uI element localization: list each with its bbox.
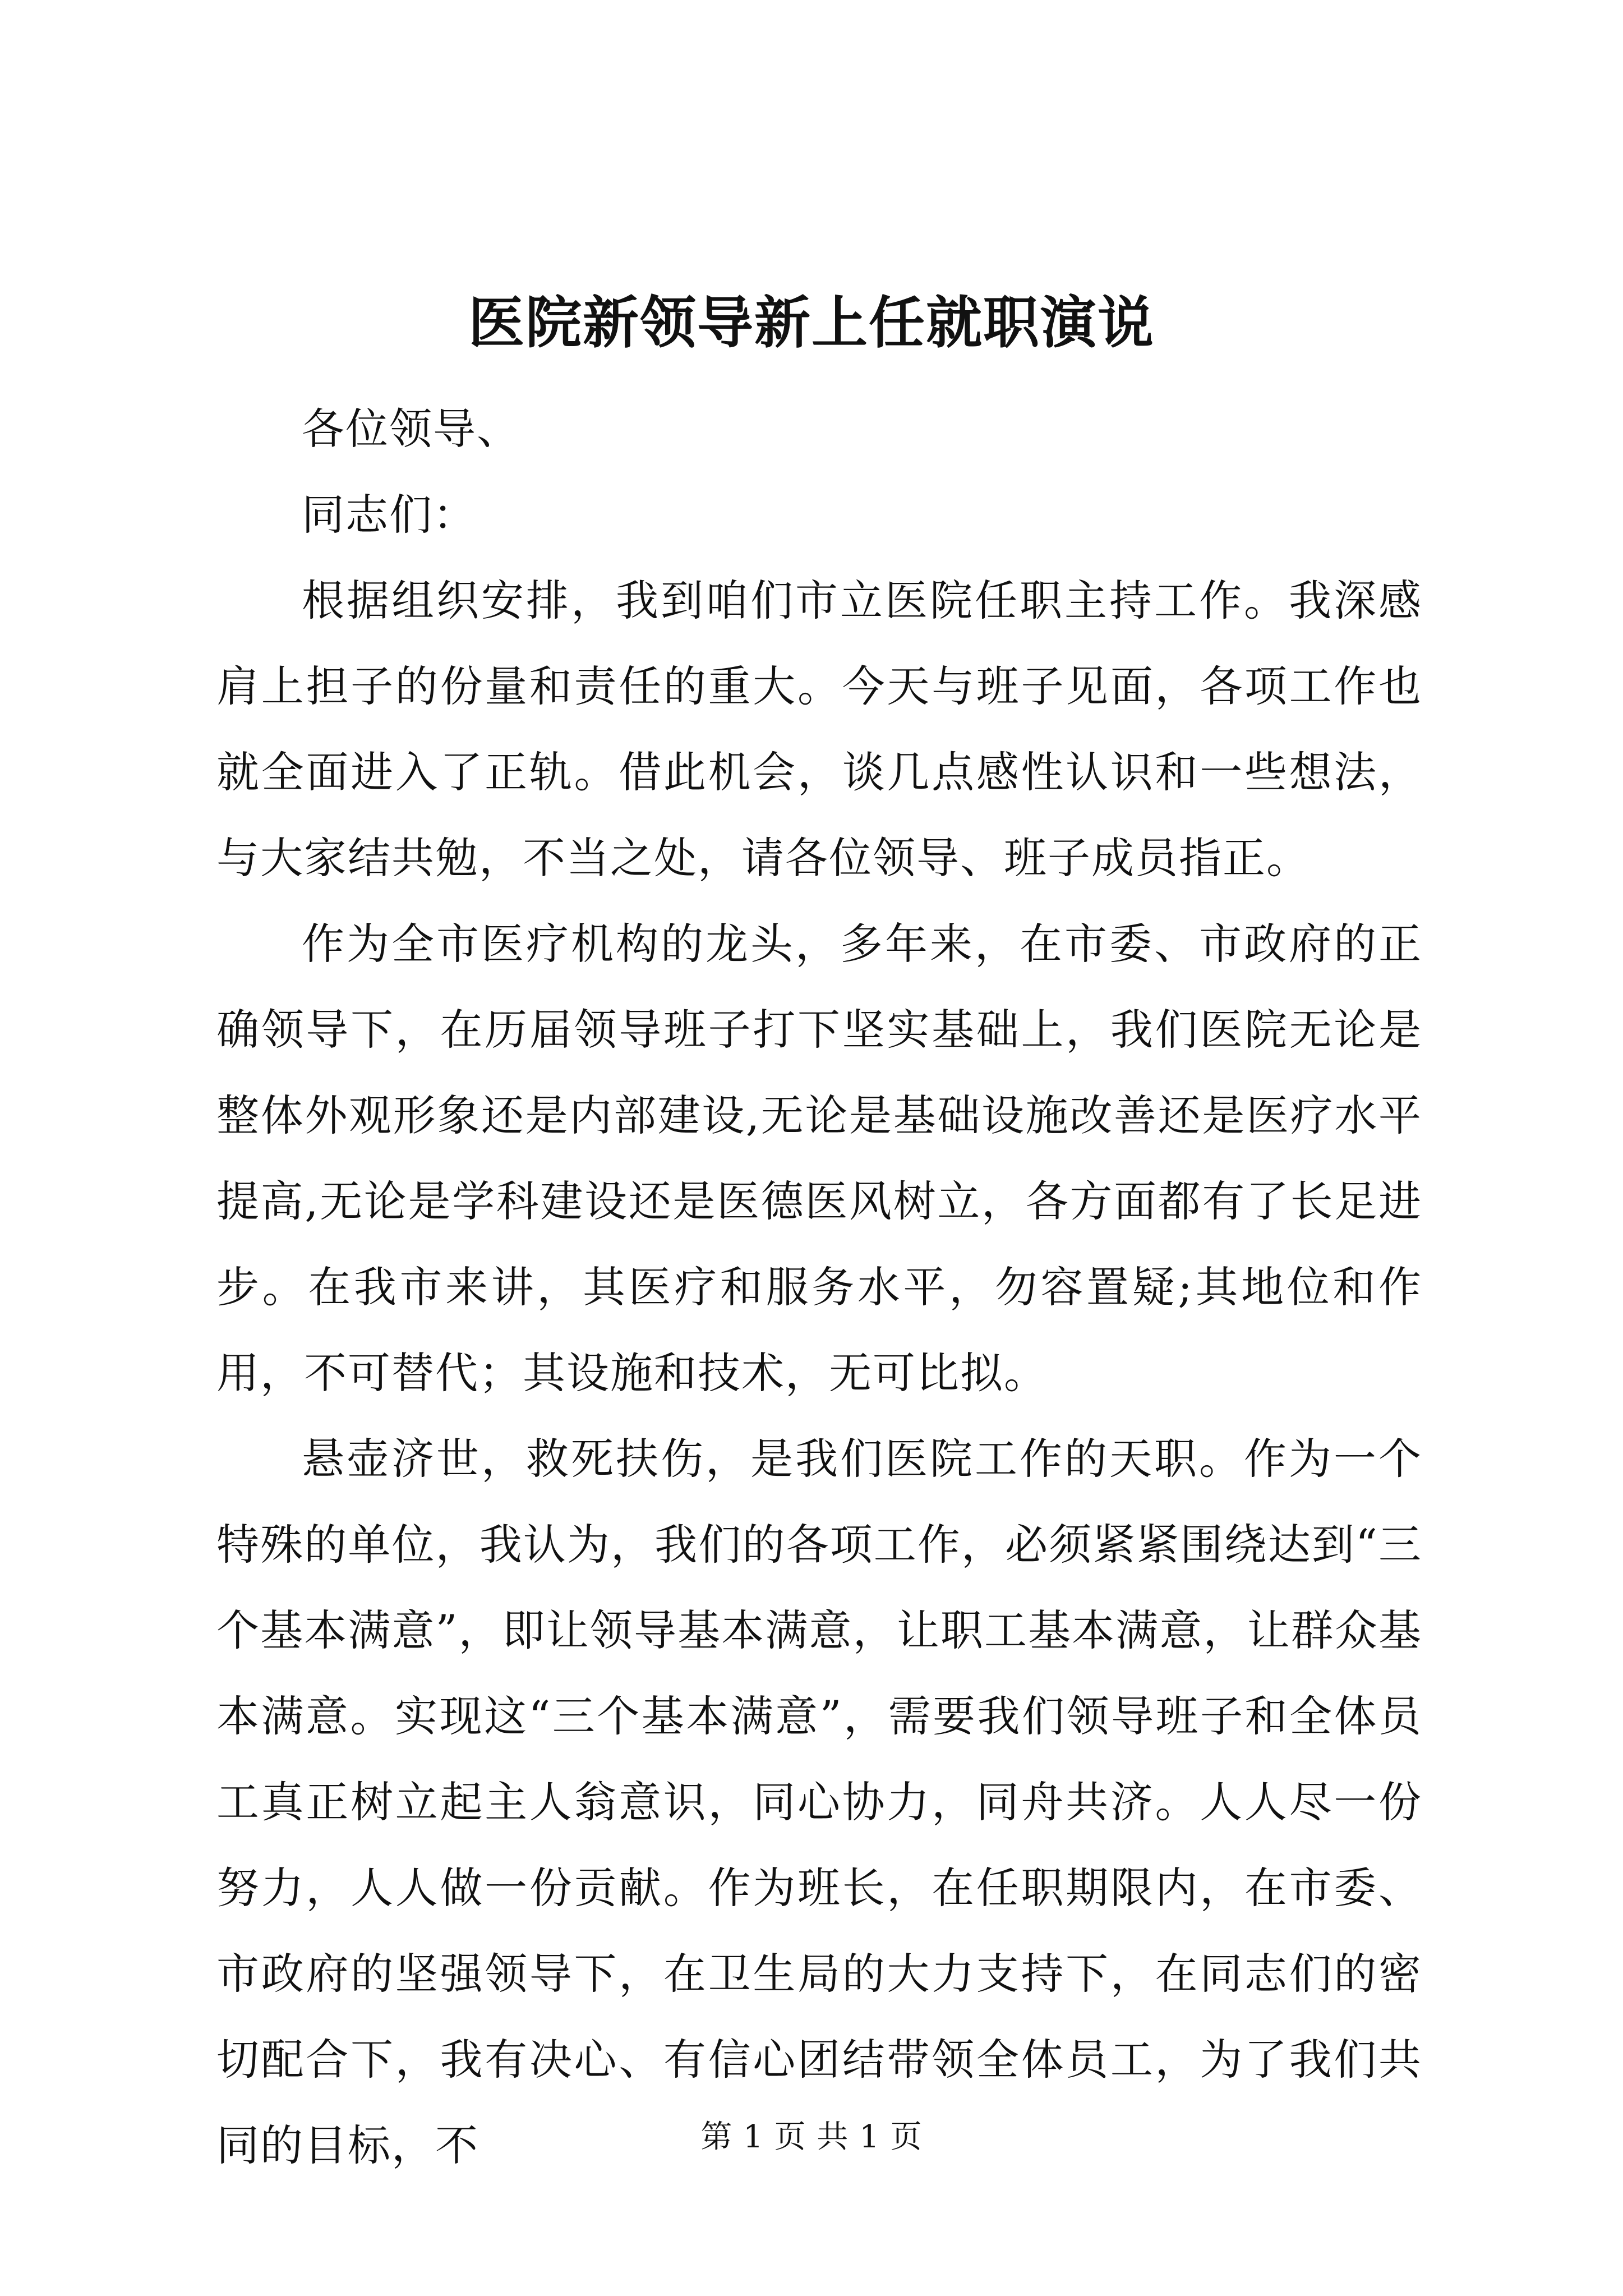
page-footer: 第 1 页 共 1 页	[700, 2119, 923, 2155]
salutation-line: 同志们：	[302, 490, 477, 540]
document-title: 医院新领导新上任就职演说	[468, 289, 1155, 356]
salutation-line: 各位领导、	[302, 404, 520, 454]
body-paragraph: 悬壶济世，救死扶伤，是我们医院工作的天职。作为一个特殊的单位，我认为，我们的各项工作，必须紧紧围绕达到“三个基本满意”，即让领导基本满意，让职工基本满意，让群众基本满意。实现这“三个基本满意”，需要我们领导班子和全体员工真正树立起主人翁意识，同心协力，同舟共济。人人尽一份努力，人人做一份贡献。作为班长，在任职期限内，在市委、市政府的坚强领导下，在卫生局的大力支持下，在同志们的密切配合下，我有决心、有信心团结带领全体员工，为了我们共同的目标，不	[216, 1434, 1422, 2170]
document-body	[216, 386, 1422, 2188]
body-paragraph: 根据组织安排，我到咱们市立医院任职主持工作。我深感肩上担子的份量和责任的重大。今天与班子见面，各项工作也就全面进入了正轨。借此机会，谈几点感性认识和一些想法，与大家结共勉，不当之处，请各位领导、班子成员指正。	[216, 576, 1422, 883]
body-paragraph: 作为全市医疗机构的龙头，多年来，在市委、市政府的正确领导下，在历届领导班子打下坚实基础上，我们医院无论是整体外观形象还是内部建设,无论是基础设施改善还是医疗水平提高,无论是学科建设还是医德医风树立，各方面都有了长足进步。在我市来讲，其医疗和服务水平，勿容置疑;其地位和作用，不可替代；其设施和技术，无可比拟。	[216, 919, 1422, 1398]
